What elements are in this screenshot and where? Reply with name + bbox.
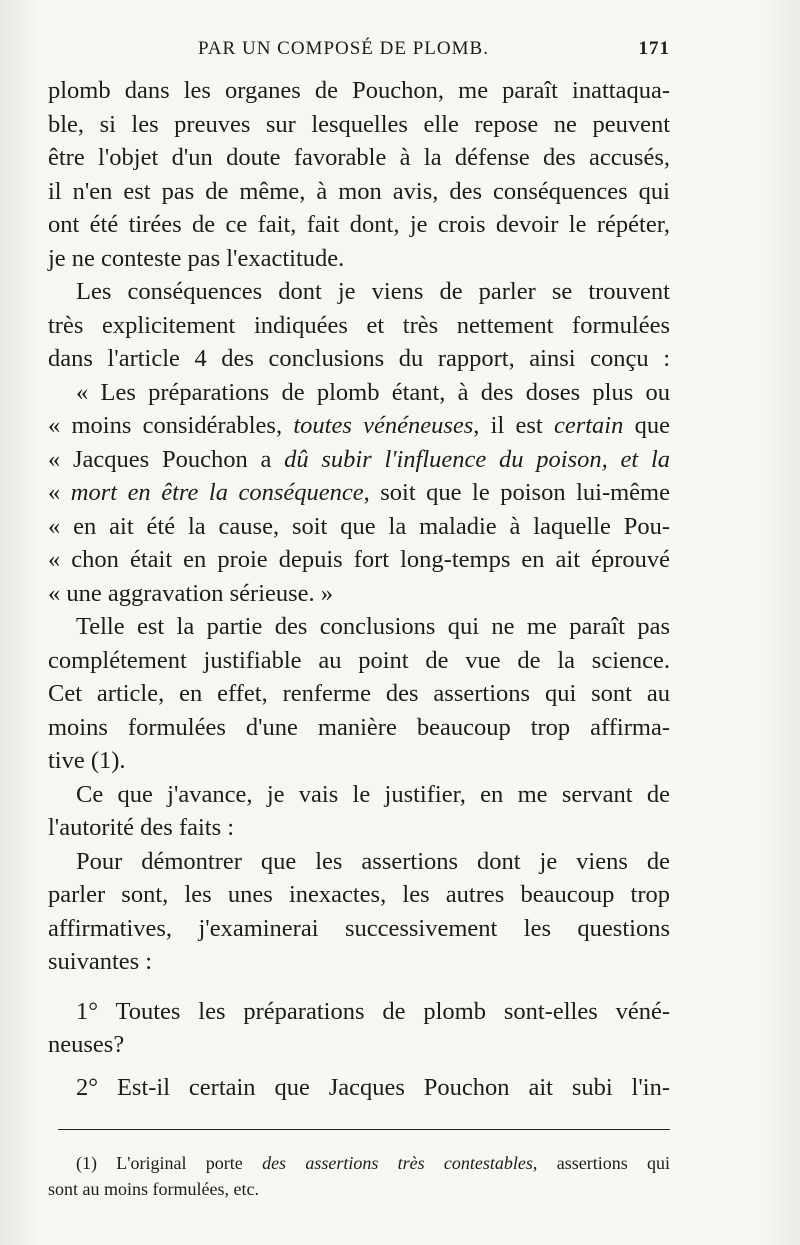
text-line: complétement justifiable au point de vue de la science.: [48, 646, 670, 674]
quote-line: « moins considérables, toutes vénéneuses, il est certain que: [48, 412, 670, 439]
quote-line: « mort en être la conséquence, soit que le poison lui-même: [48, 479, 670, 506]
text-line: moins formulées d'une manière beaucoup trop affirma-: [48, 713, 670, 741]
question-line: 2° Est-il certain que Jacques Pouchon ait subi l'in-: [76, 1073, 670, 1101]
footnote: [48, 1150, 670, 1202]
footnote-rule: [58, 1129, 670, 1130]
text-line: tive (1).: [48, 747, 126, 774]
text-line: je ne conteste pas l'exactitude.: [48, 244, 345, 272]
text-line: l'autorité des faits :: [48, 814, 235, 841]
question-line: 1° Toutes les préparations de plomb sont-elles véné-: [76, 997, 670, 1025]
footnote-line: sont au moins formulées, etc.: [48, 1179, 259, 1199]
text-line: dans l'article 4 des conclusions du rapport, ainsi conçu :: [48, 345, 670, 372]
text-line: Telle est la partie des conclusions qui ne me paraît pas: [76, 613, 670, 640]
text-line: ble, si les preuves sur lesquelles elle repose ne peuvent: [48, 110, 670, 138]
text-line: ont été tirées de ce fait, fait dont, je crois devoir le répéter,: [48, 211, 670, 238]
quote-line: « en ait été la cause, soit que la maladie à laquelle Pou-: [48, 512, 670, 540]
page-number: 171: [638, 38, 670, 59]
text-line: plomb dans les organes de Pouchon, me paraît inattaqua-: [48, 77, 670, 104]
footnote-line: (1) L'original porte des assertions très contestables, assertions qui: [76, 1153, 670, 1173]
page-header: [48, 38, 670, 68]
question-line: neuses?: [48, 1031, 125, 1058]
text-line: Pour démontrer que les assertions dont je viens de: [76, 847, 670, 875]
text-line: être l'objet d'un doute favorable à la défense des accusés,: [48, 144, 670, 171]
quote-line: « chon était en proie depuis fort long-temps en ait éprouvé: [48, 546, 670, 573]
text-line: affirmatives, j'examinerai successivement les questions: [48, 914, 670, 942]
body-text: [48, 74, 670, 1104]
quote-line: « Jacques Pouchon a dû subir l'influence du poison, et la: [48, 445, 670, 473]
text-line: il n'en est pas de même, à mon avis, des conséquences qui: [48, 177, 670, 205]
text-line: Ce que j'avance, je vais le justifier, en me servant de: [76, 780, 670, 808]
text-line: très explicitement indiquées et très nettement formulées: [48, 311, 670, 339]
text-line: parler sont, les unes inexactes, les autres beaucoup trop: [48, 881, 670, 908]
text-line: suivantes :: [48, 948, 153, 975]
text-line: Les conséquences dont je viens de parler se trouvent: [76, 278, 670, 305]
quote-line: « une aggravation sérieuse. »: [48, 579, 334, 607]
quote-line: « Les préparations de plomb étant, à des doses plus ou: [76, 378, 670, 406]
text-line: Cet article, en effet, renferme des assertions qui sont au: [48, 680, 670, 707]
running-title: PAR UN COMPOSÉ DE PLOMB.: [198, 38, 489, 59]
